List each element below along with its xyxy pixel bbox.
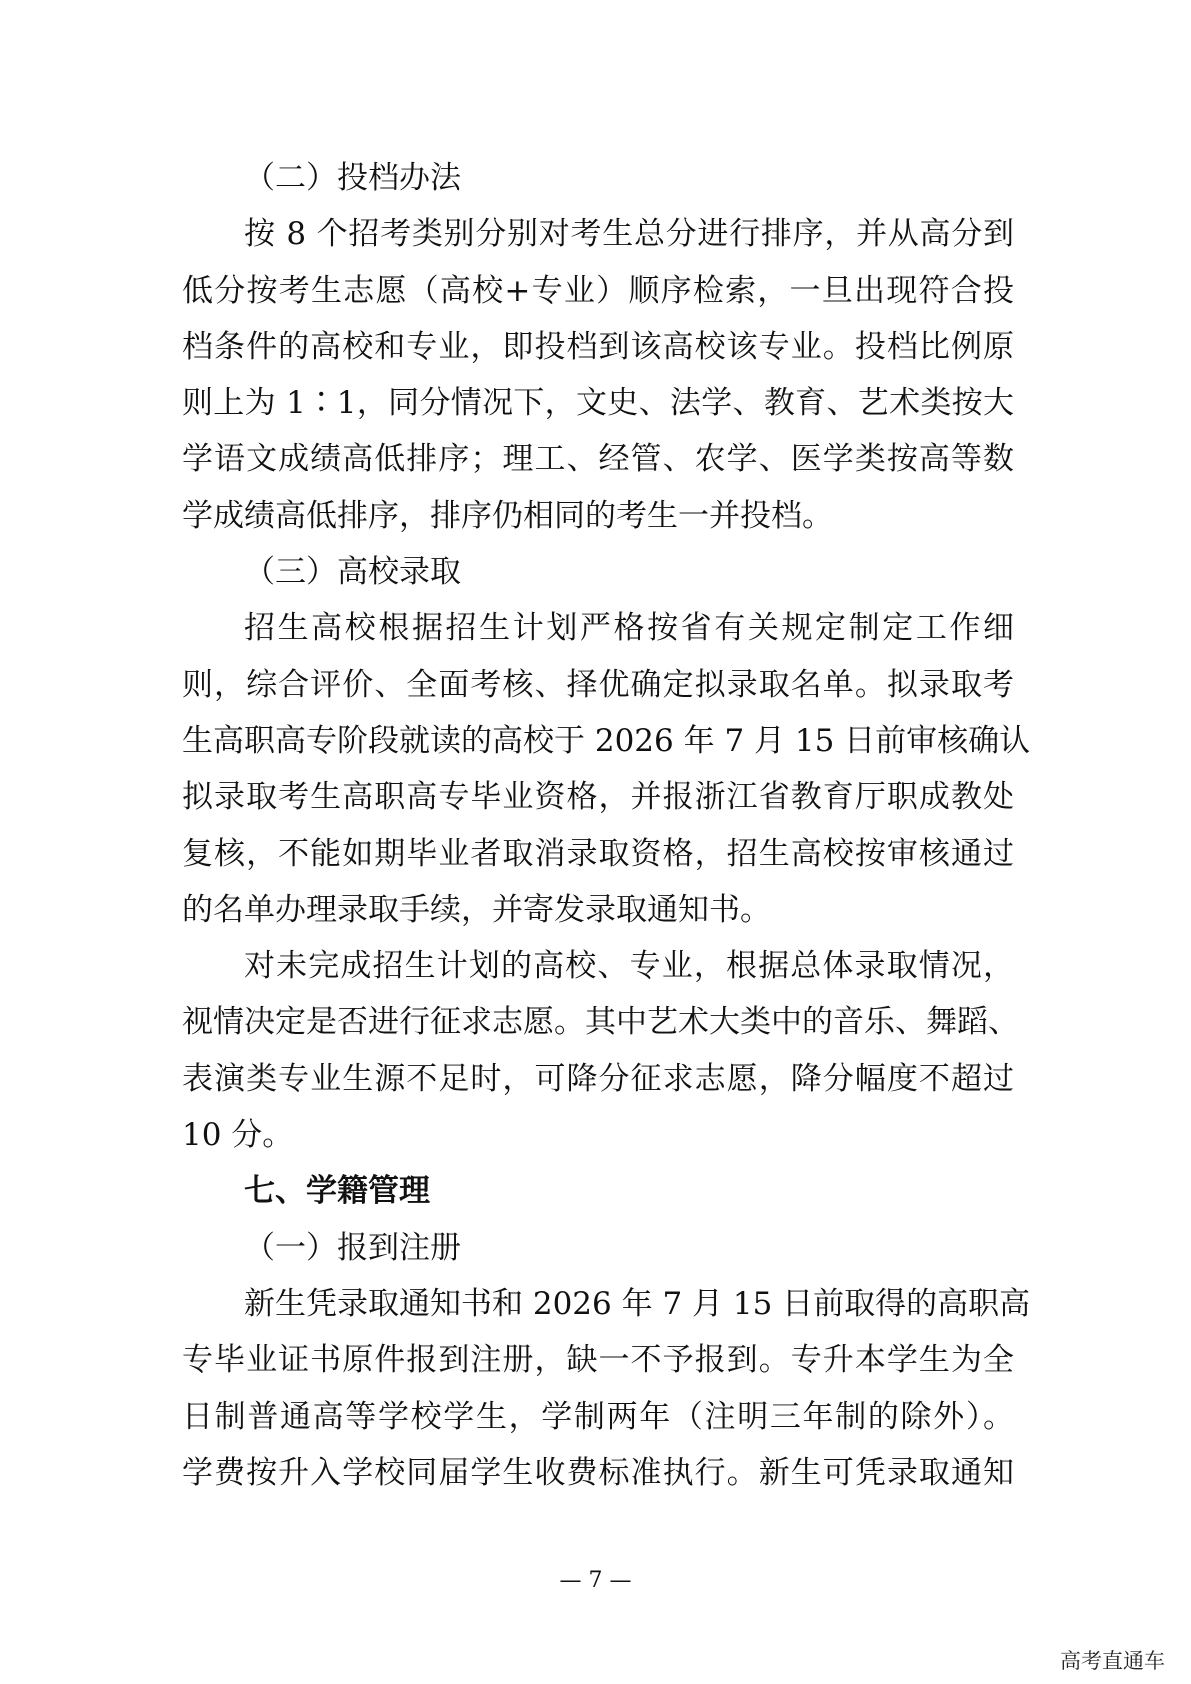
paragraph-line: 学费按升入学校同届学生收费标准执行。新生可凭录取通知 — [182, 1454, 1014, 1491]
paragraph-first-line: 对未完成招生计划的高校、专业，根据总体录取情况， — [244, 948, 1014, 985]
paragraph-line: 表演类专业生源不足时，可降分征求志愿，降分幅度不超过 — [182, 1060, 1014, 1097]
paragraph-line: 低分按考生志愿（高校+专业）顺序检索，一旦出现符合投 — [182, 272, 1014, 309]
section-subheading: （二）投档办法 — [244, 160, 461, 196]
paragraph-line: 视情决定是否进行征求志愿。其中艺术大类中的音乐、舞蹈、 — [182, 1004, 1019, 1041]
document-body — [182, 150, 1031, 1501]
paragraph-first-line: 按 8 个招考类别分别对考生总分进行排序，并从高分到 — [244, 216, 1014, 253]
paragraph-line: 档条件的高校和专业，即投档到该高校该专业。投档比例原 — [182, 328, 1014, 365]
section-subheading: （三）高校录取 — [244, 554, 461, 591]
paragraph-line: 生高职高专阶段就读的高校于 2026 年 7 月 15 日前审核确认 — [182, 722, 1031, 759]
paragraph-first-line: 新生凭录取通知书和 2026 年 7 月 15 日前取得的高职高 — [244, 1285, 1031, 1322]
paragraph-last-line: 的名单办理录取手续，并寄发录取通知书。 — [182, 891, 771, 928]
watermark-text: 高考直通车 — [1060, 1649, 1165, 1673]
section-subheading: （一）报到注册 — [244, 1229, 461, 1266]
paragraph-first-line: 招生高校根据招生计划严格按省有关规定制定工作细 — [244, 610, 1014, 647]
paragraph-line: 日制普通高等学校学生，学制两年（注明三年制的除外）。 — [182, 1398, 1014, 1435]
paragraph-line: 学语文成绩高低排序；理工、经管、农学、医学类按高等数 — [182, 441, 1014, 478]
paragraph-line: 拟录取考生高职高专毕业资格，并报浙江省教育厅职成教处 — [182, 779, 1014, 816]
paragraph-last-line: 10 分。 — [182, 1117, 294, 1154]
paragraph-line: 则上为 1∶1，同分情况下，文史、法学、教育、艺术类按大 — [182, 385, 1014, 422]
section-heading: 七、学籍管理 — [244, 1173, 430, 1210]
paragraph-line: 则，综合评价、全面考核、择优确定拟录取名单。拟录取考 — [182, 666, 1014, 703]
page-number: — 7 — — [559, 1568, 632, 1593]
paragraph-last-line: 学成绩高低排序，排序仍相同的考生一并投档。 — [182, 497, 833, 534]
paragraph-line: 复核，不能如期毕业者取消录取资格，招生高校按审核通过 — [182, 835, 1014, 872]
paragraph-line: 专毕业证书原件报到注册，缺一不予报到。专升本学生为全 — [182, 1342, 1014, 1379]
